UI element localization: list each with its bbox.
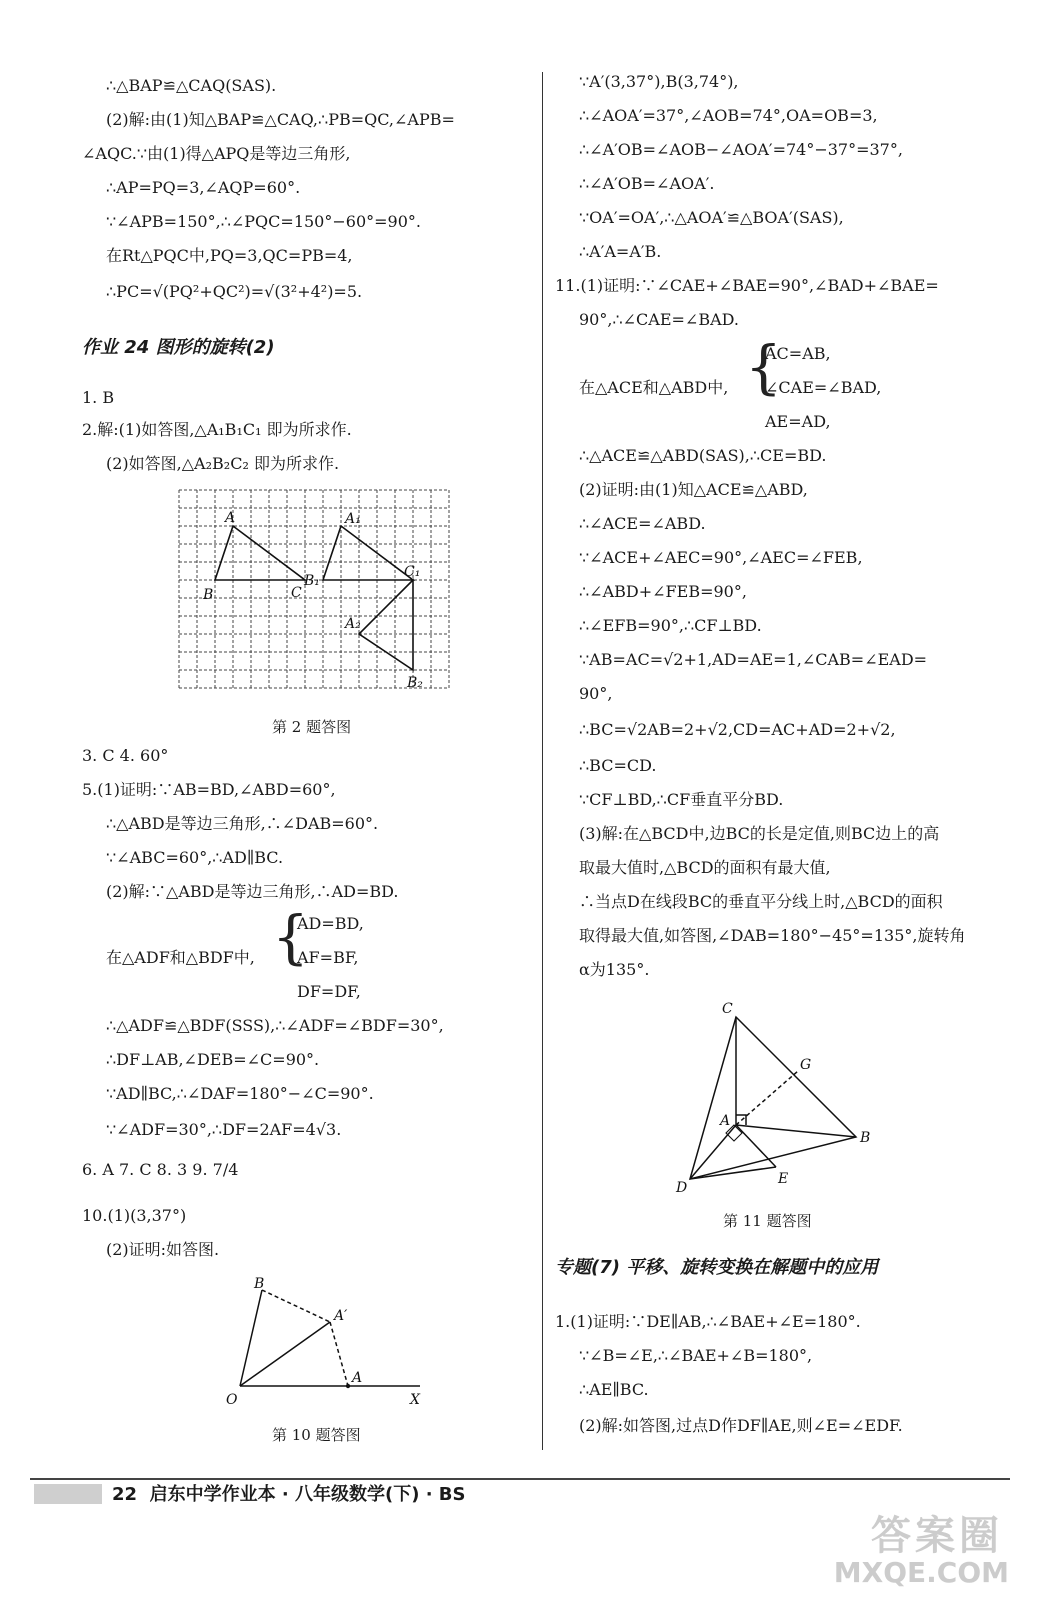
text-line: ∴BC=√2AB=2+√2,CD=AC+AD=2+√2, <box>579 720 896 739</box>
text-line: (2)证明:由(1)知△ACE≌△ABD, <box>579 480 808 499</box>
system-line: AE=AD, <box>765 412 831 431</box>
text-line: ∴AP=PQ=3,∠AQP=60°. <box>106 178 301 197</box>
answer-line: 6. A 7. C 8. 3 9. 7/4 <box>82 1160 239 1179</box>
label-a-prime: A′ <box>334 1308 348 1324</box>
footer-tab <box>34 1484 102 1504</box>
text-line: (3)解:在△BCD中,边BC的长是定值,则BC边上的高 <box>579 824 940 843</box>
system-line: DF=DF, <box>297 982 361 1001</box>
label-b: B <box>254 1276 265 1292</box>
figure-11 <box>670 995 870 1195</box>
system-line: AF=BF, <box>297 948 359 967</box>
text-line: ∴△ACE≌△ABD(SAS),∴CE=BD. <box>579 446 827 465</box>
text-line: ∴∠ACE=∠ABD. <box>579 514 706 533</box>
label-a1: A₁ <box>345 511 361 527</box>
text-line: (2)解:如答图,过点D作DF∥AE,则∠E=∠EDF. <box>579 1416 903 1435</box>
answer-line: 3. C 4. 60° <box>82 746 169 765</box>
label-e: E <box>778 1171 789 1187</box>
text-line: (2)如答图,△A₂B₂C₂ 即为所求作. <box>106 454 340 473</box>
text-line: 在Rt△PQC中,PQ=3,QC=PB=4, <box>106 246 353 265</box>
text-line: 10.(1)(3,37°) <box>82 1206 187 1225</box>
label-a: A <box>352 1370 363 1386</box>
brace: { <box>272 903 309 971</box>
text-line: ∴∠ABD+∠FEB=90°, <box>579 582 747 601</box>
section-heading: 专题(7) 平移、旋转变换在解题中的应用 <box>555 1257 879 1278</box>
text-line: ∴△BAP≌△CAQ(SAS). <box>106 76 277 95</box>
text-line: ∴△ADF≌△BDF(SSS),∴∠ADF=∠BDF=30°, <box>106 1016 444 1035</box>
figure-caption: 第 2 题答图 <box>272 718 352 736</box>
text-line: 在△ACE和△ABD中, <box>579 378 729 397</box>
figure-caption: 第 11 题答图 <box>723 1212 812 1230</box>
label-a2: A₂ <box>345 616 361 632</box>
text-line: ∴当点D在线段BC的垂直平分线上时,△BCD的面积 <box>579 892 943 911</box>
label-c1: C₁ <box>404 564 421 580</box>
text-line: ∵∠ACE+∠AEC=90°,∠AEC=∠FEB, <box>579 548 863 567</box>
text-line: ∴AE∥BC. <box>579 1380 649 1399</box>
label-a: A <box>225 510 236 526</box>
text-line: ∵∠ADF=30°,∴DF=2AF=4√3. <box>106 1120 342 1139</box>
text-line: ∴△ABD是等边三角形,∴∠DAB=60°. <box>106 814 379 833</box>
text-line: ∵∠B=∠E,∴∠BAE+∠B=180°, <box>579 1346 813 1365</box>
text-line: 取得最大值,如答图,∠DAB=180°−45°=135°,旋转角 <box>579 926 966 945</box>
text-line: ∵∠ABC=60°,∴AD∥BC. <box>106 848 284 867</box>
text-line: ∴∠EFB=90°,∴CF⊥BD. <box>579 616 762 635</box>
text-line: 90°, <box>579 684 613 703</box>
column-divider <box>542 72 543 1450</box>
label-b2: B₂ <box>407 675 423 691</box>
figure-10 <box>222 1268 442 1418</box>
label-c: C <box>291 585 302 601</box>
text-line: ∴BC=CD. <box>579 756 657 775</box>
system-line: AC=AB, <box>765 344 831 363</box>
label-b: B <box>860 1130 870 1146</box>
figure-2-grid <box>177 485 457 695</box>
watermark-text: 答案圈 <box>871 1513 1003 1559</box>
label-d: D <box>676 1180 688 1195</box>
text-line: ∴DF⊥AB,∠DEB=∠C=90°. <box>106 1050 320 1069</box>
text-line: ∠AQC.∵由(1)得△APQ是等边三角形, <box>82 144 351 163</box>
text-line: ∴PC=√(PQ²+QC²)=√(3²+4²)=5. <box>106 282 363 301</box>
text-line: (2)解:由(1)知△BAP≌△CAQ,∴PB=QC,∠APB= <box>106 110 455 129</box>
triangle-a1b1c1 <box>323 526 413 580</box>
label-o: O <box>226 1392 238 1408</box>
footer-text <box>112 1480 466 1506</box>
triangle-abc <box>215 526 305 580</box>
text-line: 取最大值时,△BCD的面积有最大值, <box>579 858 831 877</box>
text-line: ∵CF⊥BD,∴CF垂直平分BD. <box>579 790 784 809</box>
text-line: (2)解:∵△ABD是等边三角形,∴AD=BD. <box>106 882 399 901</box>
watermark-url: MXQE.COM <box>833 1556 1009 1589</box>
text-line: 2.解:(1)如答图,△A₁B₁C₁ 即为所求作. <box>82 420 352 439</box>
text-line: ∴∠A′OB=∠AOB−∠AOA′=74°−37°=37°, <box>579 140 903 159</box>
triangle-a2b2c2 <box>359 580 413 670</box>
text-line: ∴∠AOA′=37°,∠AOB=74°,OA=OB=3, <box>579 106 878 125</box>
text-line: ∵A′(3,37°),B(3,74°), <box>579 72 739 91</box>
system-line: ∠CAE=∠BAD, <box>765 378 882 397</box>
system-line: AD=BD, <box>297 914 364 933</box>
page-number: 22 <box>112 1484 138 1505</box>
text-line: 1.(1)证明:∵DE∥AB,∴∠BAE+∠E=180°. <box>555 1312 861 1331</box>
text-line: ∵OA′=OA′,∴△AOA′≌△BOA′(SAS), <box>579 208 844 227</box>
text-line: ∵∠APB=150°,∴∠PQC=150°−60°=90°. <box>106 212 421 231</box>
text-line: ∵AB=AC=√2+1,AD=AE=1,∠CAB=∠EAD= <box>579 650 928 669</box>
answer-line: 1. B <box>82 388 115 407</box>
text-line: (2)证明:如答图. <box>106 1240 220 1259</box>
label-c: C <box>722 1001 733 1017</box>
figure-caption: 第 10 题答图 <box>272 1426 361 1444</box>
label-a: A <box>720 1113 731 1129</box>
brace: { <box>745 333 782 401</box>
text-line: ∴A′A=A′B. <box>579 242 662 261</box>
text-line: 90°,∴∠CAE=∠BAD. <box>579 310 739 329</box>
label-b: B <box>203 587 214 603</box>
text-line: ∵AD∥BC,∴∠DAF=180°−∠C=90°. <box>106 1084 374 1103</box>
label-b1: B₁ <box>304 573 320 589</box>
book-title: 启东中学作业本 · 八年级数学(下) · BS <box>149 1484 466 1505</box>
text-line: α为135°. <box>579 960 650 979</box>
watermark-logo <box>803 1504 1013 1594</box>
text-line: 在△ADF和△BDF中, <box>106 948 255 967</box>
section-heading: 作业 24 图形的旋转(2) <box>82 337 275 358</box>
text-line: 5.(1)证明:∵AB=BD,∠ABD=60°, <box>82 780 336 799</box>
label-g: G <box>800 1057 812 1073</box>
text-line: ∴∠A′OB=∠AOA′. <box>579 174 715 193</box>
label-x: X <box>410 1392 420 1408</box>
text-line: 11.(1)证明:∵∠CAE+∠BAE=90°,∠BAD+∠BAE= <box>555 276 939 295</box>
